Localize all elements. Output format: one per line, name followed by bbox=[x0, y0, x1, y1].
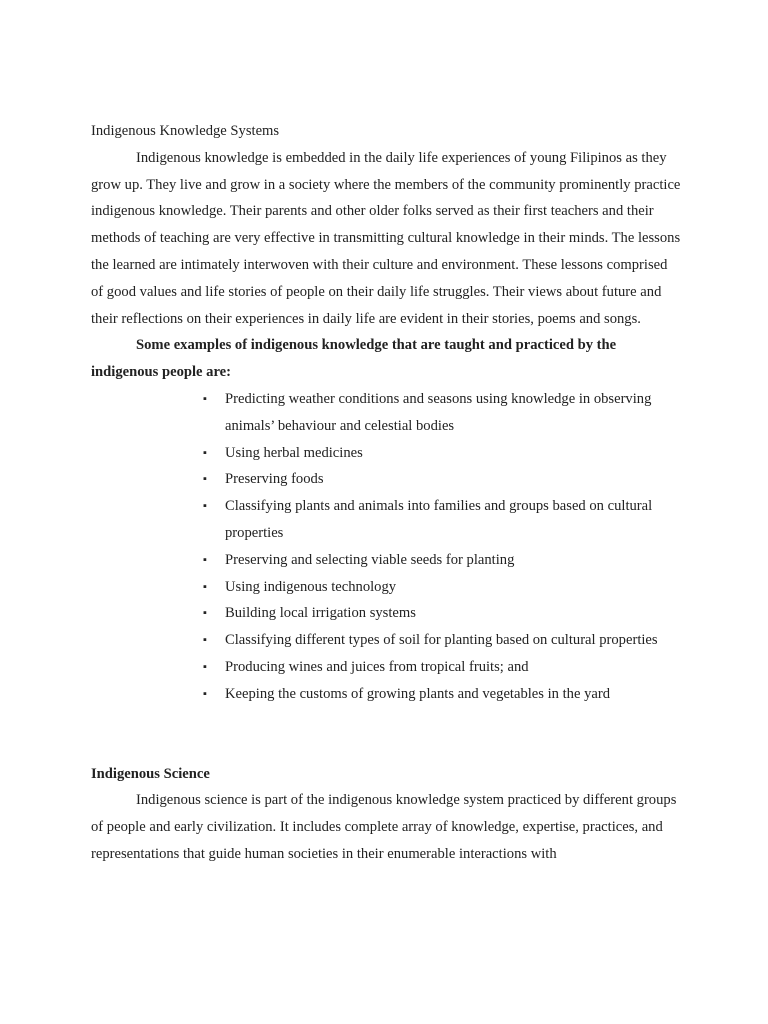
list-item-text: Building local irrigation systems bbox=[225, 605, 416, 622]
list-item-text: Keeping the customs of growing plants and vegetables in the yard bbox=[225, 685, 611, 702]
square-bullet-icon: ▪ bbox=[203, 607, 207, 620]
square-bullet-icon: ▪ bbox=[203, 660, 207, 673]
intro-paragraph: Indigenous knowledge is embedded in the daily life experiences of young Filipinos as they grow up. They live and grow in a society where the members of the community prominently practice indigenous knowledge. Their parents and other older folks served as their first teachers and their methods of teaching are very effective in transmitting cultural knowledge in their minds. The lessons the learned are intimately interwoven with their culture and environment. These lessons comprised of good values and life stories of people on their daily life struggles. Their views about future and their reflections on their experiences in daily life are evident in their stories, poems and songs. bbox=[91, 149, 681, 327]
examples-list bbox=[91, 386, 681, 708]
square-bullet-icon: ▪ bbox=[203, 553, 207, 566]
square-bullet-icon: ▪ bbox=[203, 687, 207, 700]
document-body bbox=[91, 118, 681, 868]
square-bullet-icon: ▪ bbox=[203, 580, 207, 593]
square-bullet-icon: ▪ bbox=[203, 473, 207, 486]
list-item-text: Producing wines and juices from tropical fruits; and bbox=[225, 658, 529, 675]
list-item bbox=[203, 440, 681, 467]
list-item bbox=[203, 627, 681, 654]
examples-lead-paragraph: Some examples of indigenous knowledge that are taught and practiced by the indigenous people are: bbox=[91, 337, 617, 381]
list-item bbox=[203, 386, 681, 440]
list-item bbox=[203, 547, 681, 574]
square-bullet-icon: ▪ bbox=[203, 634, 207, 647]
list-item-text: Using herbal medicines bbox=[225, 444, 363, 461]
section-spacer bbox=[91, 708, 681, 761]
list-item-text: Preserving foods bbox=[225, 471, 324, 488]
list-item bbox=[203, 574, 681, 601]
indigenous-science-paragraph: Indigenous science is part of the indigenous knowledge system practiced by different groups of people and early civilization. It includes complete array of knowledge, expertise, practices, and representations that guide human societies in their enumerable interactions with bbox=[91, 792, 677, 862]
square-bullet-icon: ▪ bbox=[203, 500, 207, 513]
list-item bbox=[203, 600, 681, 627]
list-item-text: Predicting weather conditions and seasons using knowledge in observing animals’ behaviour and celestial bodies bbox=[225, 390, 652, 434]
list-item bbox=[203, 654, 681, 681]
list-item-text: Preserving and selecting viable seeds for planting bbox=[225, 551, 515, 568]
list-item bbox=[203, 466, 681, 493]
list-item-text: Using indigenous technology bbox=[225, 578, 397, 595]
square-bullet-icon: ▪ bbox=[203, 392, 207, 405]
list-item bbox=[203, 681, 681, 708]
section-title-indigenous-knowledge-systems: Indigenous Knowledge Systems bbox=[91, 123, 280, 139]
section-title-indigenous-science: Indigenous Science bbox=[91, 765, 210, 782]
list-item-text: Classifying plants and animals into families and groups based on cultural properties bbox=[225, 498, 653, 541]
list-item bbox=[203, 493, 681, 547]
list-item-text: Classifying different types of soil for planting based on cultural properties bbox=[225, 632, 658, 649]
square-bullet-icon: ▪ bbox=[203, 446, 207, 459]
